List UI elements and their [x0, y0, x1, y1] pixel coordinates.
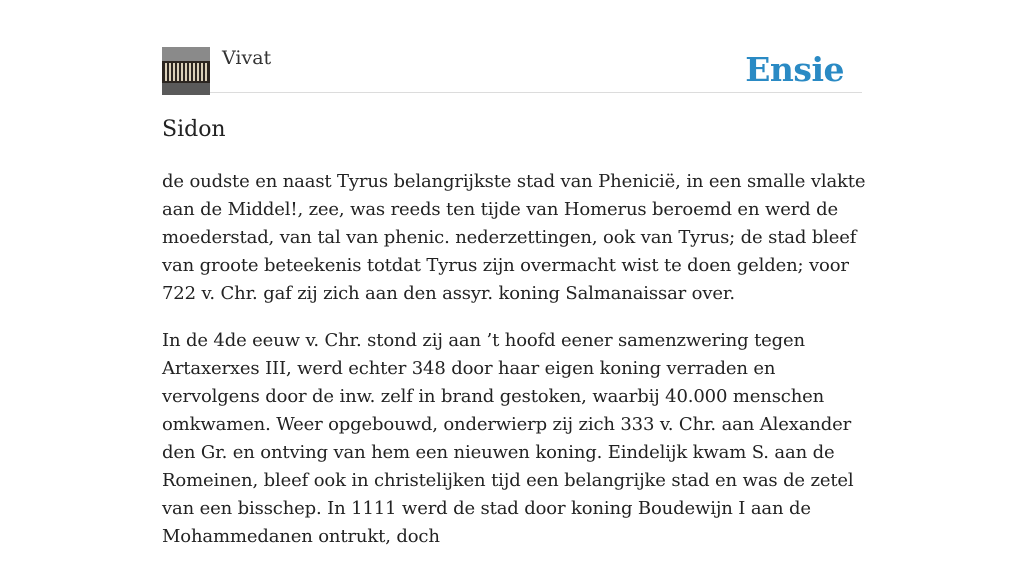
paragraph: de oudste en naast Tyrus belangrijkste stad van Phenicië, in een smalle vlakte aan de Middel!, zee, was reeds ten tijde van Homerus beroemd en werd de moederstad, van tal van phenic. nederzettingen, ook van Tyrus; de stad bleef van groote beteekenis totdat Tyrus zijn overmacht wist te doen gelden; voor 722 v. Chr. gaf zij zich aan den assyr. koning Salmanaissar over. — [162, 171, 866, 304]
author-name[interactable]: Vivat — [222, 47, 272, 69]
paragraph: In de 4de eeuw v. Chr. stond zij aan ’t hoofd eener samenzwering tegen Artaxerxes III, werd echter 348 door haar eigen koning verraden en vervolgens door de inw. zelf in brand gestoken, waarbij 40.000 menschen omkwamen. Weer opgebouwd, onderwierp zij zich 333 v. Chr. aan Alexander den Gr. en ontving van hem een nieuwen koning. Eindelijk kwam S. aan de Romeinen, bleef ook in christelijken tijd een belangrijke stad en was de zetel van een bisschep. In 1111 werd de stad door koning Boudewijn I aan de Mohammedanen ontrukt, doch — [162, 330, 854, 547]
page-title: Sidon — [162, 117, 226, 142]
article-body — [162, 168, 867, 570]
brand-logo[interactable]: Ensie — [745, 50, 844, 89]
bookshelf-avatar-icon — [162, 47, 210, 95]
avatar[interactable] — [162, 47, 210, 95]
header — [162, 46, 862, 93]
